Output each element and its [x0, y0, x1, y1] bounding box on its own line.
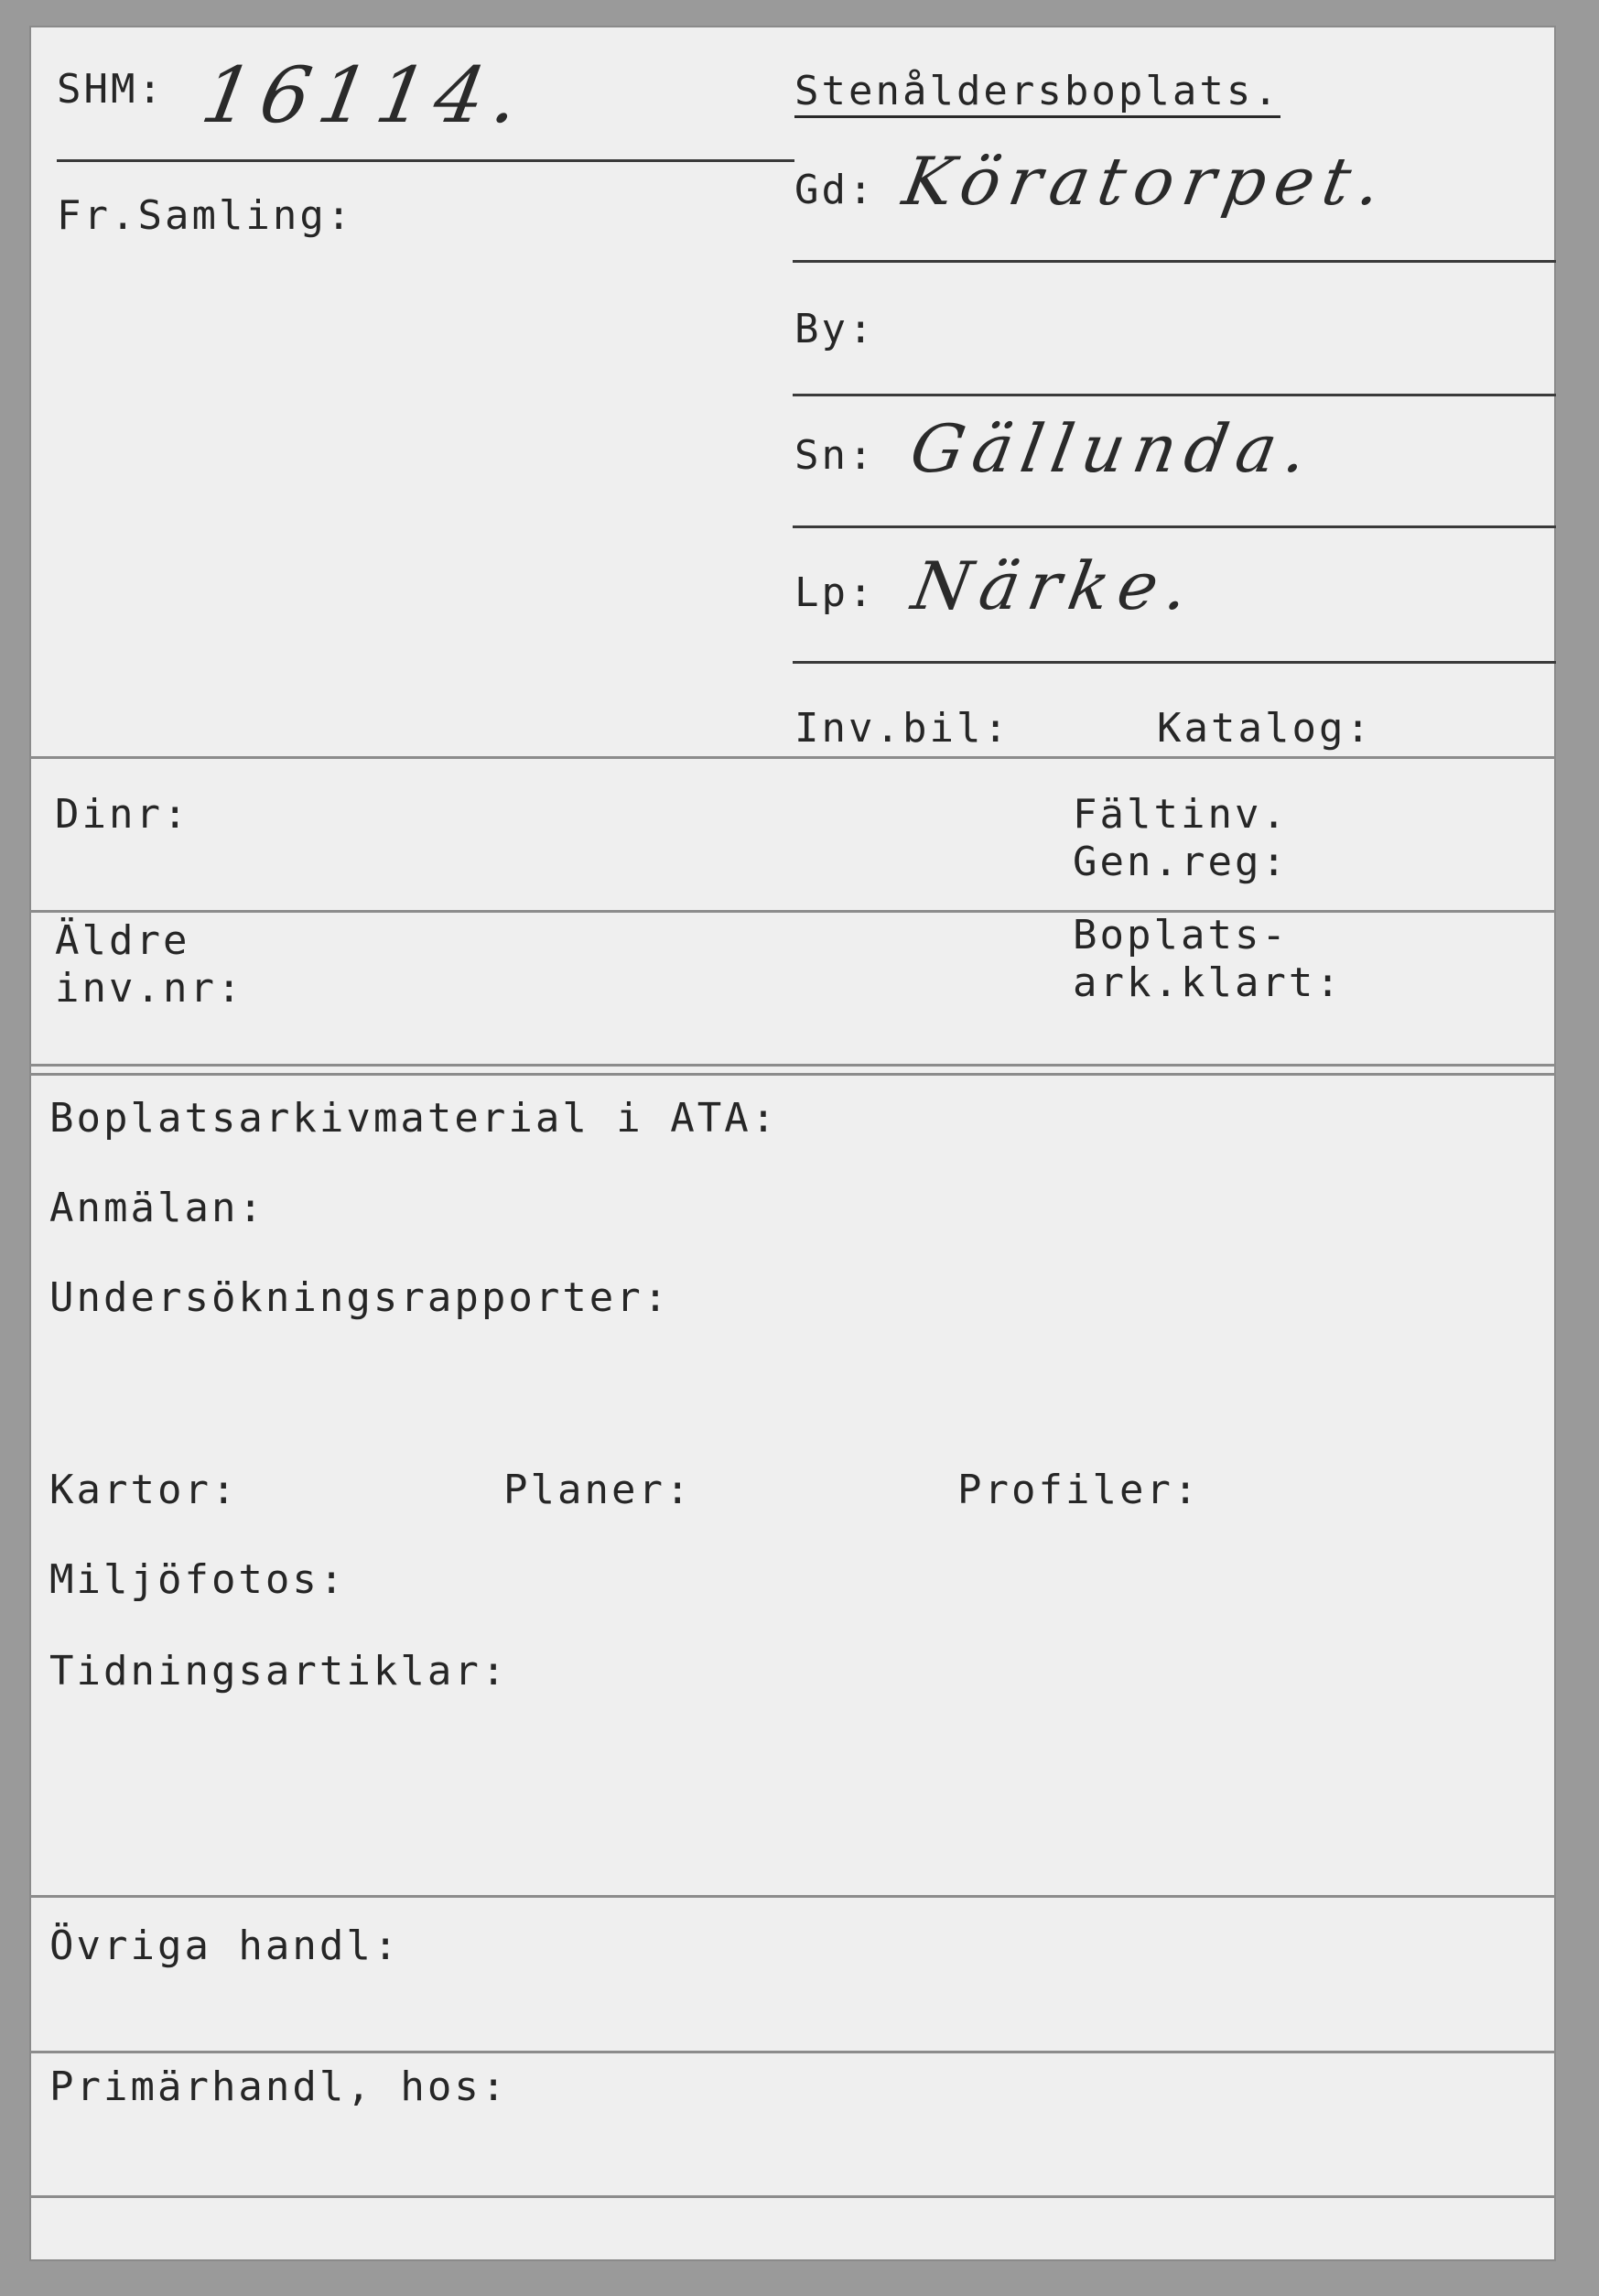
dinr-label: Dinr: — [55, 791, 190, 838]
gd-rule — [793, 260, 1556, 263]
category-title: Stenåldersboplats. — [794, 68, 1280, 118]
section-rule-3a — [29, 1064, 1556, 1067]
planer-label: Planer: — [503, 1467, 693, 1513]
ovriga-label: Övriga handl: — [49, 1922, 401, 1969]
section-rule-2 — [29, 910, 1556, 913]
section-rule-5 — [29, 2051, 1556, 2053]
kartor-label: Kartor: — [49, 1467, 239, 1513]
tidning-label: Tidningsartiklar: — [49, 1648, 509, 1695]
inv-bil-label: Inv.bil: — [794, 705, 1010, 752]
primar-label: Primärhandl, hos: — [49, 2063, 509, 2110]
faltinv-label: Fältinv. — [1073, 791, 1289, 838]
by-label: By: — [794, 306, 876, 352]
anmalan-label: Anmälan: — [49, 1185, 265, 1231]
shm-label: SHM: — [57, 66, 165, 113]
undersokning-label: Undersökningsrapporter: — [49, 1274, 671, 1321]
header-rule — [57, 159, 794, 162]
by-rule — [793, 394, 1556, 396]
sn-value: Gällunda. — [904, 410, 1323, 487]
lp-rule — [793, 661, 1556, 664]
aldre-label: Äldre — [55, 917, 190, 964]
sn-label: Sn: — [794, 432, 876, 479]
gd-value: Köratorpet. — [897, 143, 1397, 220]
catalog-card — [29, 26, 1556, 2261]
sn-rule — [793, 525, 1556, 528]
lp-value: Närke. — [906, 547, 1204, 624]
profiler-label: Profiler: — [957, 1467, 1201, 1513]
miljofotos-label: Miljöfotos: — [49, 1556, 347, 1603]
section-rule-1 — [29, 756, 1556, 759]
ark-klart-label: ark.klart: — [1073, 959, 1343, 1006]
lp-label: Lp: — [794, 569, 876, 616]
katalog-label: Katalog: — [1157, 705, 1373, 752]
fr-samling-label: Fr.Samling: — [57, 192, 354, 239]
section-rule-6 — [29, 2195, 1556, 2198]
genreg-label: Gen.reg: — [1073, 839, 1289, 885]
archive-heading: Boplatsarkivmaterial i ATA: — [49, 1095, 779, 1142]
boplats-label: Boplats- — [1073, 912, 1289, 958]
section-rule-3b — [29, 1073, 1556, 1076]
shm-number: 16114. — [195, 50, 535, 140]
gd-label: Gd: — [794, 167, 876, 213]
invnr-label: inv.nr: — [55, 965, 244, 1012]
section-rule-4 — [29, 1895, 1556, 1898]
